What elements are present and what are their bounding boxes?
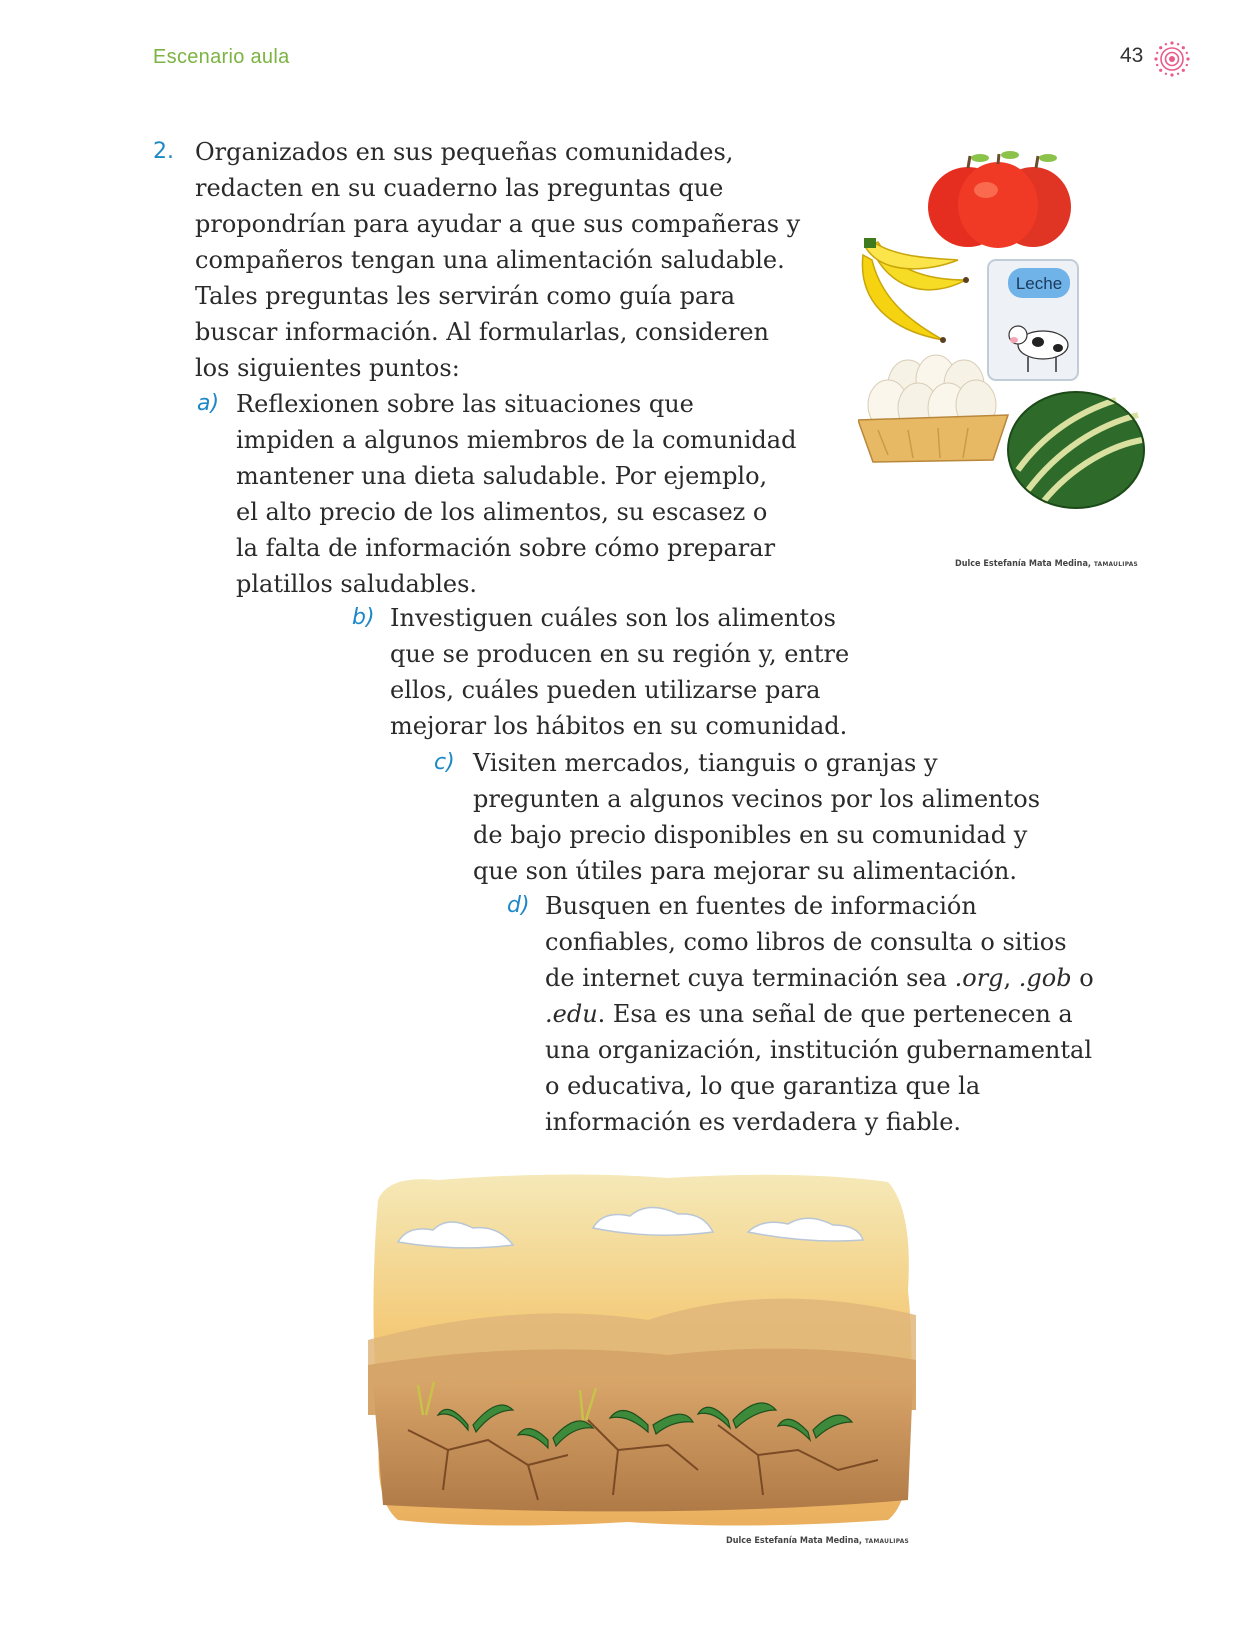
page-number: 43 — [1120, 44, 1144, 67]
image-credit — [955, 559, 1138, 569]
item-2-line: propondrían para ayudar a que sus compañeras y — [195, 210, 801, 238]
sub-item-a — [197, 386, 837, 602]
eggs-image — [858, 355, 1008, 462]
sub-item-b-line: ellos, cuáles pueden utilizarse para — [390, 676, 821, 704]
item-2-line: Tales preguntas les servirán como guía para — [195, 282, 736, 310]
item-2-line: Organizados en sus pequeñas comunidades, — [195, 138, 734, 166]
credit-name: Dulce Estefanía Mata Medina, — [955, 559, 1091, 569]
comma: , — [1003, 964, 1019, 992]
sub-item-a-line: Reflexionen sobre las situaciones que — [236, 390, 694, 418]
sub-item-c-line: Visiten mercados, tianguis o granjas y — [473, 749, 938, 777]
sub-item-c-line: que son útiles para mejorar su alimentación. — [473, 857, 1018, 885]
sub-item-b — [352, 600, 872, 744]
sub-item-a-line: el alto precio de los alimentos, su escasez o — [236, 498, 768, 526]
credit-state: TAMAULIPAS — [864, 1537, 910, 1545]
sub-item-d — [507, 888, 1147, 1140]
domain-gob: .gob — [1018, 964, 1072, 992]
credit-state: TAMAULIPAS — [1093, 560, 1139, 568]
sub-item-d-line: Busquen en fuentes de información — [545, 892, 977, 920]
sub-item-d-text: . Esa es una señal de que pertenecen a — [597, 1000, 1073, 1028]
drought-field-illustration — [368, 1170, 916, 1530]
sub-item-d-line: una organización, institución gubernamental — [545, 1036, 1093, 1064]
sub-item-label: c) — [434, 750, 455, 775]
sub-item-c-line: de bajo precio disponibles en su comunidad y — [473, 821, 1028, 849]
domain-edu: .edu — [545, 1000, 598, 1028]
rosette-icon — [1153, 40, 1191, 78]
item-2-line: redacten en su cuaderno las preguntas que — [195, 174, 724, 202]
sub-item-d-line — [545, 960, 1147, 996]
sub-item-d-text: de internet cuya terminación sea — [545, 964, 955, 992]
sub-item-d-line: o educativa, lo que garantiza que la — [545, 1072, 981, 1100]
conjunction: o — [1071, 964, 1094, 992]
image-credit — [726, 1536, 909, 1546]
milk-carton-image — [988, 260, 1078, 380]
sub-item-c-line: pregunten a algunos vecinos por los alimentos — [473, 785, 1041, 813]
sub-item-label: b) — [352, 605, 375, 630]
sub-item-b-line: mejorar los hábitos en su comunidad. — [390, 712, 848, 740]
sub-item-b-line: Investiguen cuáles son los alimentos — [390, 604, 836, 632]
item-2-line: buscar información. Al formularlas, consideren — [195, 318, 769, 346]
item-number: 2. — [153, 139, 174, 164]
sub-item-a-line: la falta de información sobre cómo preparar — [236, 534, 776, 562]
sub-item-c — [434, 745, 1074, 889]
apples-image — [928, 151, 1071, 248]
bananas-image — [862, 238, 969, 343]
sub-item-b-line: que se producen en su región y, entre — [390, 640, 850, 668]
sub-item-a-line: impiden a algunos miembros de la comunidad — [236, 426, 797, 454]
item-2-line: compañeros tengan una alimentación saludable. — [195, 246, 785, 274]
sub-item-d-line: confiables, como libros de consulta o sitios — [545, 928, 1067, 956]
sub-item-label: a) — [197, 391, 220, 416]
item-2 — [153, 134, 853, 386]
milk-label: Leche — [1015, 274, 1063, 293]
item-2-line: los siguientes puntos: — [195, 354, 460, 382]
sub-item-d-line: información es verdadera y fiable. — [545, 1108, 962, 1136]
sub-item-label: d) — [507, 893, 530, 918]
credit-name: Dulce Estefanía Mata Medina, — [726, 1536, 862, 1546]
domain-org: .org — [954, 964, 1004, 992]
section-title: Escenario aula — [153, 46, 290, 68]
food-illustration — [858, 150, 1148, 510]
sub-item-d-line — [545, 996, 1147, 1032]
sub-item-a-line: mantener una dieta saludable. Por ejemplo, — [236, 462, 768, 490]
watermelon-image — [1008, 392, 1144, 508]
sub-item-a-line: platillos saludables. — [236, 570, 478, 598]
